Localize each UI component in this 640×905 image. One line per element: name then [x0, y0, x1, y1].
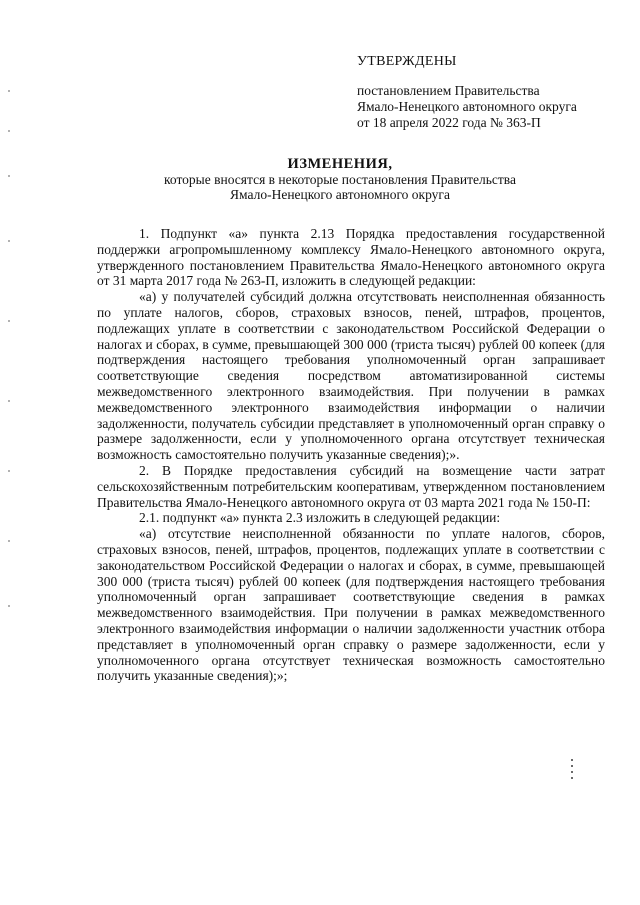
approved-line-2: Ямало-Ненецкого автономного округа [357, 99, 577, 114]
paragraph: 1. Подпункт «а» пункта 2.13 Порядка предоставления государственной поддержки агропромышленному комплексу Ямало-Ненецкого автономного округа, утвержденного постановлением Правительства Ямало-Ненецкого автономного округа от 31 марта 2017 года № 263-П, изложить в следующей редакции: [97, 226, 605, 289]
heading-sub-1: которые вносятся в некоторые постановления Правительства [164, 172, 516, 187]
document-body [97, 226, 605, 684]
approved-title: УТВЕРЖДЕНЫ [357, 54, 457, 69]
paragraph: 2.1. подпункт «а» пункта 2.3 изложить в следующей редакции: [139, 510, 501, 526]
heading-main: ИЗМЕНЕНИЯ, [287, 156, 393, 172]
scan-corner-mark [571, 759, 573, 781]
paragraph: «а) у получателей субсидий должна отсутствовать неисполненная обязанность по уплате налогов, сборов, страховых взносов, пеней, штрафов, процентов, подлежащих уплате в соответствии с законодательством Российской Федерации о налогах и сборах, в сумме, превышающей 300 000 (триста тысяч) рублей 00 копеек (для подтверждения настоящего требования уполномоченный орган запрашивает соответствующие сведения посредством автоматизированной системы межведомственного электронного взаимодействия. При получении в рамках межведомственного электронного взаимодействия информации о наличии задолженности, получатель субсидии представляет в уполномоченный орган справку о размере задолженности, если у уполномоченного органа отсутствует техническая возможность самостоятельно получить указанные сведения);». [97, 289, 605, 463]
scan-margin-marks [8, 90, 11, 610]
approved-line-1: постановлением Правительства [357, 83, 540, 98]
approved-line-3: от 18 апреля 2022 года № 363-П [357, 115, 541, 130]
paragraph: «а) отсутствие неисполненной обязанности по уплате налогов, сборов, страховых взносов, пеней, штрафов, процентов, подлежащих уплате в соответствии с законодательством Российской Федерации о налогах и сборах, в сумме, превышающей 300 000 (триста тысяч) рублей 00 копеек (для подтверждения настоящего требования уполномоченный орган запрашивает соответствующие сведения в рамках межведомственного взаимодействия. При получении в рамках межведомственного электронного взаимодействия информации о наличии задолженности участник отбора представляет в уполномоченный орган справку о размере задолженности, если у уполномоченного органа отсутствует техническая возможность самостоятельно получить указанные сведения);»; [97, 526, 605, 684]
paragraph: 2. В Порядке предоставления субсидий на возмещение части затрат сельскохозяйственным потребительским кооперативам, утвержденном постановлением Правительства Ямало-Ненецкого автономного округа от 03 марта 2021 года № 150-П: [97, 462, 605, 510]
approval-stamp-block [357, 53, 627, 131]
heading-sub-2: Ямало-Ненецкого автономного округа [230, 187, 450, 202]
document-heading [60, 156, 620, 202]
